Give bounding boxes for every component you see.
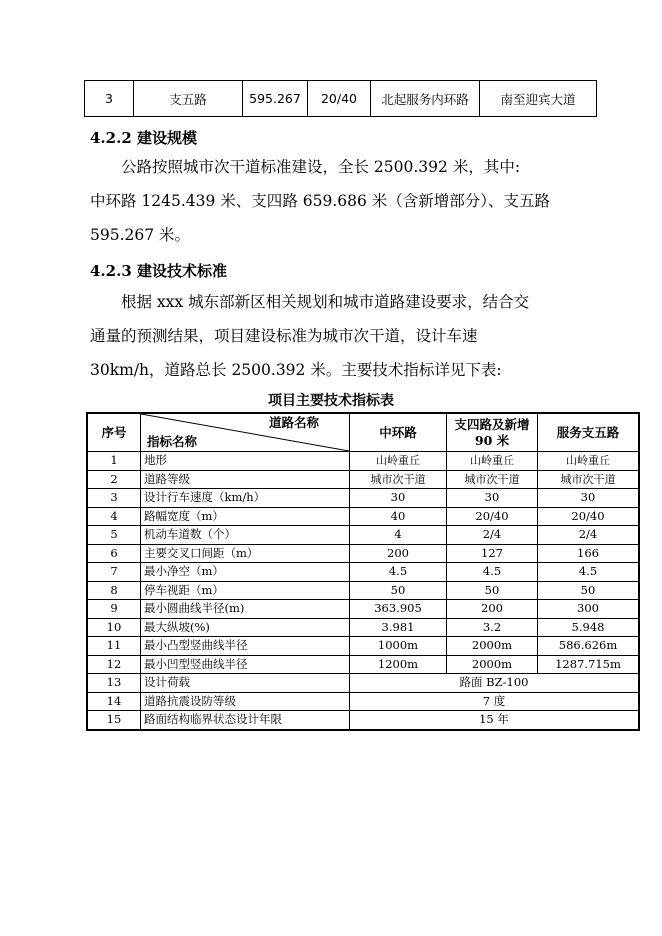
value-zhiwu: 1287.715m	[538, 655, 640, 674]
value-zhiwu: 586.626m	[538, 637, 640, 656]
row-number: 3	[87, 489, 141, 508]
paragraph-line: 公路按照城市次干道标准建设，全长 2500.392 米，其中:	[121, 158, 521, 176]
indicator-name: 机动车道数（个）	[141, 526, 350, 545]
value-zhisi: 127	[447, 544, 538, 563]
table-row	[87, 452, 639, 471]
table-row	[87, 526, 639, 545]
road-width: 20/40	[308, 81, 371, 117]
value-zhisi: 200	[447, 600, 538, 619]
header-col-zhisi	[447, 413, 538, 452]
indicator-name: 最小凹型竖曲线半径	[141, 655, 350, 674]
row-number: 8	[87, 581, 141, 600]
value-zhonghuan: 50	[350, 581, 447, 600]
road-list-table-fragment	[84, 80, 597, 117]
header-diagonal-cell	[141, 413, 350, 452]
indicator-name: 最小凸型竖曲线半径	[141, 637, 350, 656]
road-name: 支五路	[134, 81, 243, 117]
table-row	[87, 637, 639, 656]
value-zhonghuan: 4	[350, 526, 447, 545]
merged-value: 7 度	[350, 692, 640, 711]
value-zhisi: 50	[447, 581, 538, 600]
table-row	[87, 618, 639, 637]
table-row	[87, 563, 639, 582]
row-number: 7	[87, 563, 141, 582]
value-zhonghuan: 1000m	[350, 637, 447, 656]
row-number: 13	[87, 674, 141, 693]
value-zhonghuan: 1200m	[350, 655, 447, 674]
indicator-name: 地形	[141, 452, 350, 471]
indicator-name: 设计荷载	[141, 674, 350, 693]
row-number: 3	[85, 81, 134, 117]
value-zhisi: 2000m	[447, 655, 538, 674]
table-row	[87, 507, 639, 526]
value-zhonghuan: 200	[350, 544, 447, 563]
value-zhiwu: 5.948	[538, 618, 640, 637]
paragraph-line: 中环路 1245.439 米、支四路 659.686 米（含新增部分）、支五路	[90, 192, 551, 210]
value-zhiwu: 4.5	[538, 563, 640, 582]
row-number: 10	[87, 618, 141, 637]
value-zhiwu: 300	[538, 600, 640, 619]
header-number: 序号	[87, 413, 141, 452]
indicator-name: 路面结构临界状态设计年限	[141, 711, 350, 730]
indicator-name: 最小净空（m）	[141, 563, 350, 582]
value-zhonghuan: 4.5	[350, 563, 447, 582]
table-caption: 项目主要技术指标表	[268, 393, 394, 409]
indicator-name: 主要交叉口间距（m）	[141, 544, 350, 563]
value-zhonghuan: 3.981	[350, 618, 447, 637]
table-row	[87, 655, 639, 674]
value-zhisi: 城市次干道	[447, 470, 538, 489]
value-zhonghuan: 363.905	[350, 600, 447, 619]
header-col-zhiwu: 服务支五路	[538, 413, 640, 452]
row-number: 4	[87, 507, 141, 526]
value-zhiwu: 山岭重丘	[538, 452, 640, 471]
merged-value: 15 年	[350, 711, 640, 730]
paragraph-line: 根据 xxx 城东部新区相关规划和城市道路建设要求，结合交	[121, 293, 530, 311]
indicator-name: 设计行车速度（km/h）	[141, 489, 350, 508]
table-row	[87, 711, 639, 730]
row-number: 1	[87, 452, 141, 471]
value-zhiwu: 20/40	[538, 507, 640, 526]
table-row	[85, 81, 597, 117]
section-heading-422: 4.2.2 建设规模	[90, 129, 197, 147]
row-number: 9	[87, 600, 141, 619]
value-zhonghuan: 40	[350, 507, 447, 526]
paragraph-line: 通量的预测结果，项目建设标准为城市次干道，设计车速	[90, 327, 478, 345]
row-number: 11	[87, 637, 141, 656]
road-end: 南至迎宾大道	[480, 81, 597, 117]
paragraph-technical-standards	[90, 285, 590, 387]
value-zhonghuan: 城市次干道	[350, 470, 447, 489]
value-zhisi: 2000m	[447, 637, 538, 656]
row-number: 15	[87, 711, 141, 730]
indicator-name: 道路抗震设防等级	[141, 692, 350, 711]
value-zhisi: 30	[447, 489, 538, 508]
table-row	[87, 470, 639, 489]
merged-value: 路面 BZ-100	[350, 674, 640, 693]
table-row	[87, 544, 639, 563]
indicator-name: 路幅宽度（m）	[141, 507, 350, 526]
table-header-row	[87, 413, 639, 452]
value-zhiwu: 2/4	[538, 526, 640, 545]
table-row	[87, 581, 639, 600]
value-zhonghuan: 山岭重丘	[350, 452, 447, 471]
table-row	[87, 692, 639, 711]
table-row	[87, 674, 639, 693]
paragraph-line: 30km/h，道路总长 2500.392 米。主要技术指标详见下表:	[90, 361, 502, 379]
value-zhisi: 3.2	[447, 618, 538, 637]
road-start: 北起服务内环路	[371, 81, 480, 117]
technical-spec-table	[86, 412, 640, 731]
value-zhiwu: 城市次干道	[538, 470, 640, 489]
header-road-name: 道路名称	[268, 415, 319, 430]
value-zhisi: 4.5	[447, 563, 538, 582]
value-zhisi: 20/40	[447, 507, 538, 526]
paragraph-line: 595.267 米。	[90, 226, 191, 244]
value-zhiwu: 50	[538, 581, 640, 600]
header-col-zhisi-text: 支四路及新增 90 米	[454, 416, 530, 448]
value-zhisi: 山岭重丘	[447, 452, 538, 471]
row-number: 2	[87, 470, 141, 489]
section-heading-423: 4.2.3 建设技术标准	[90, 262, 227, 280]
header-indicator-name: 指标名称	[147, 434, 198, 449]
row-number: 12	[87, 655, 141, 674]
value-zhonghuan: 30	[350, 489, 447, 508]
header-col-zhonghuan: 中环路	[350, 413, 447, 452]
row-number: 5	[87, 526, 141, 545]
row-number: 14	[87, 692, 141, 711]
road-length: 595.267	[243, 81, 308, 117]
row-number: 6	[87, 544, 141, 563]
paragraph-construction-scale	[90, 150, 590, 252]
indicator-name: 最小圆曲线半径(m)	[141, 600, 350, 619]
indicator-name: 道路等级	[141, 470, 350, 489]
value-zhiwu: 30	[538, 489, 640, 508]
value-zhisi: 2/4	[447, 526, 538, 545]
value-zhiwu: 166	[538, 544, 640, 563]
indicator-name: 停车视距（m）	[141, 581, 350, 600]
table-row	[87, 489, 639, 508]
table-row	[87, 600, 639, 619]
indicator-name: 最大纵坡(%)	[141, 618, 350, 637]
